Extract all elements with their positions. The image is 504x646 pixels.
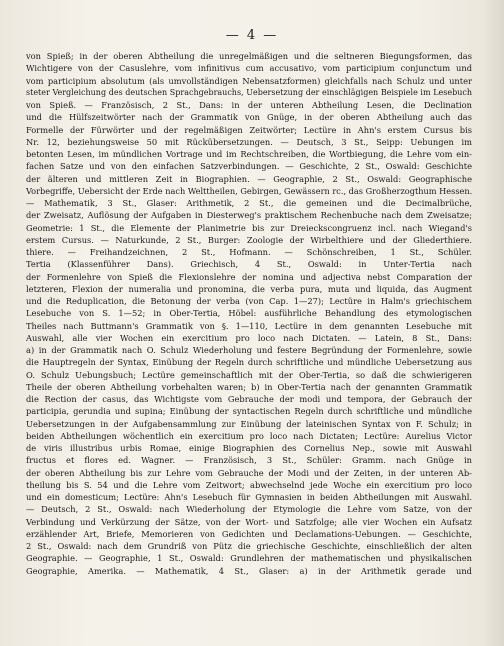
text-line: — Mathematik, 3 St., Glaser: Arithmetik, 2 St., die gemeinen und die Decimalbrüche, — [26, 198, 472, 208]
text-line: die Rection der casus, das Wichtigste vom Gebrauche der modi und tempora, der Gebrauch der — [26, 394, 472, 404]
text-line: Verbindung und Verkürzung der Sätze, von der Wort- und Satzfolge; alle vier Wochen ein Aufsatz — [26, 516, 472, 527]
text-line: Geometrie: 1 St., die Elemente der Planimetrie bis zur Dreieckscongruenz incl. nach Wiegand's — [26, 222, 472, 233]
body-text — [26, 50, 472, 577]
text-line: der älteren und mittleren Zeit in Biographien. — Geographie, 2 St., Oswald: Geographische — [26, 173, 472, 184]
text-line: die Hauptregeln der Syntax, Einübung der Regeln durch schriftliche und mündliche Uebersetzung aus — [26, 357, 472, 368]
text-line: fachen Satze und von den einfachen Satzverbindungen. — Geschichte, 2 St., Oswald: Geschichte — [26, 161, 472, 172]
text-line: vom participium absolutum (als umvollständigen Nebensatzformen) gleichfalls nach Schulz und unter — [26, 75, 472, 86]
text-line: betonten Lesen, im mündlichen Vortrage und im Rechtschreiben, die Wortbiegung, die Lehre vom ein- — [26, 149, 472, 159]
page-edge-shadow — [482, 0, 504, 646]
text-line: Nr. 12, beziehungsweise 50 mit Rückübersetzungen. — Deutsch, 3 St., Seipp: Uebungen im — [26, 136, 472, 147]
text-line: erzählender Art, Briefe, Memorieren von Gedichten und Declamations-Uebungen. — Geschichte, — [26, 528, 472, 539]
text-line: steter Vergleichung des deutschen Sprachgebrauchs, Uebersetzung der einschlägigen Beispiele im Lesebuch — [26, 87, 472, 97]
text-line: der oberen Abtheilung bis zur Lehre vom Gebrauche der Modi und der Zeiten, in der unteren Ab- — [26, 467, 472, 478]
text-line: und die Reduplication, die Betonung der verba (von Cap. 1—27); Lectüre in Halm's griechischem — [26, 296, 472, 306]
text-line: participia, gerundia und supina; Einübung der syntactischen Regeln durch schriftliche und mündliche — [26, 406, 472, 417]
text-line: beiden Abtheilungen wöchentlich ein exercitium pro loco nach Dictaten; Lectüre: Aurelius Victor — [26, 430, 472, 441]
text-line: von Spieß. — Französisch, 2 St., Dans: in der unteren Abtheilung Lesen, die Declination — [26, 100, 472, 110]
text-line: O. Schulz Uebungsbuch; Lectüre gemeinschaftlich mit der Ober-Tertia, so daß die schwierigeren — [26, 369, 472, 380]
text-line: Wichtigere von der Casuslehre, vom infinitivus cum accusativo, vom participium conjunctum und — [26, 63, 472, 74]
text-line: Geographie. — Geographie, 1 St., Oswald: Grundlehren der mathematischen und physikalischen — [26, 553, 472, 564]
text-line: Theiles nach Buttmann's Grammatik von §. 1—110, Lectüre in dem genannten Lesebuche mit — [26, 320, 472, 331]
text-line: 2 St., Oswald: nach dem Grundriß von Pütz die griechische Geschichte, einschließlich der alten — [26, 541, 472, 551]
text-line: — Deutsch, 2 St., Oswald: nach Wiederholung der Etymologie die Lehre vom Satze, von der — [26, 504, 472, 515]
text-line: erstem Cursus. — Naturkunde, 2 St., Burger: Zoologie der Wirbelthiere und der Gliederthiere. — [26, 234, 472, 245]
text-line: letzteren, Flexion der numeralia und pronomina, die verba pura, muta und liquida, das Augment — [26, 283, 472, 294]
text-line: und die Hülfszeitwörter nach der Grammatik von Gnüge, in der oberen Abtheilung auch das — [26, 112, 472, 123]
text-line: theilung bis S. 54 und die Lehre vom Zeitwort; abwechselnd jede Woche ein exercitium pro loco — [26, 479, 472, 490]
text-line: Formelle der Fürwörter und der regelmäßigen Zeitwörter; Lectüre in Ahn's erstem Cursus bis — [26, 124, 472, 135]
text-line: von Spieß; in der oberen Abtheilung die unregelmäßigen und die seltneren Biegungsformen, das — [26, 51, 472, 61]
text-line: Geographie, Amerika. — Mathematik, 4 St., Glaser: a) in der Arithmetik gerade und — [26, 565, 472, 576]
text-line: Theile der oberen Abtheilung vorbehalten waren; b) in Ober-Tertia nach der genannten Grammatik — [26, 381, 472, 392]
text-line: fructus et flores ed. Wagner. — Französisch, 3 St., Schüler: Gramm. nach Gnüge in — [26, 455, 472, 466]
text-line: a) in der Grammatik nach O. Schulz Wiederholung und festere Begründung der Formenlehre, sowie — [26, 345, 472, 355]
text-line: de viris illustribus urbis Romae, einige Biographien des Cornelius Nep., sowie mit Auswahl — [26, 443, 472, 453]
text-line: Auswahl, alle vier Wochen ein exercitium pro loco nach Dictaten. — Latein, 8 St., Dans: — [26, 332, 472, 343]
text-line: Uebersetzungen in der Aufgabensammlung zur Einübung der lateinischen Syntax von F. Schulz; in — [26, 418, 472, 429]
text-line: der Zweisatz, Auflösung der Aufgaben in Diesterweg's praktischem Rechenbuche nach dem Zweisatze; — [26, 210, 472, 221]
text-line: der Formenlehre von Spieß die Flexionslehre der nomina und adjectiva nebst Comparation der — [26, 271, 472, 282]
text-line: Lesebuche von S. 1—52; in Ober-Tertia, Höbel: ausführliche Behandlung des etymologischen — [26, 308, 472, 319]
page-number: — 4 — — [225, 28, 279, 43]
text-line: und ein domesticum; Lectüre: Ahn's Lesebuch für Gymnasien in beiden Abtheilungen mit Auswahl. — [26, 492, 472, 502]
text-line: Tertia (Klassenführer Dans). Griechisch, 4 St., Oswald: in Unter-Tertia nach — [26, 259, 472, 270]
text-line: thiere. — Freihandzeichnen, 2 St., Hofmann. — Schönschreiben, 1 St., Schüler. — [26, 247, 472, 257]
text-line: Vorbegriffe, Uebersicht der Erde nach Welttheilen, Gebirgen, Gewässern rc., das Großherzogthum Hessen. — [26, 185, 472, 196]
